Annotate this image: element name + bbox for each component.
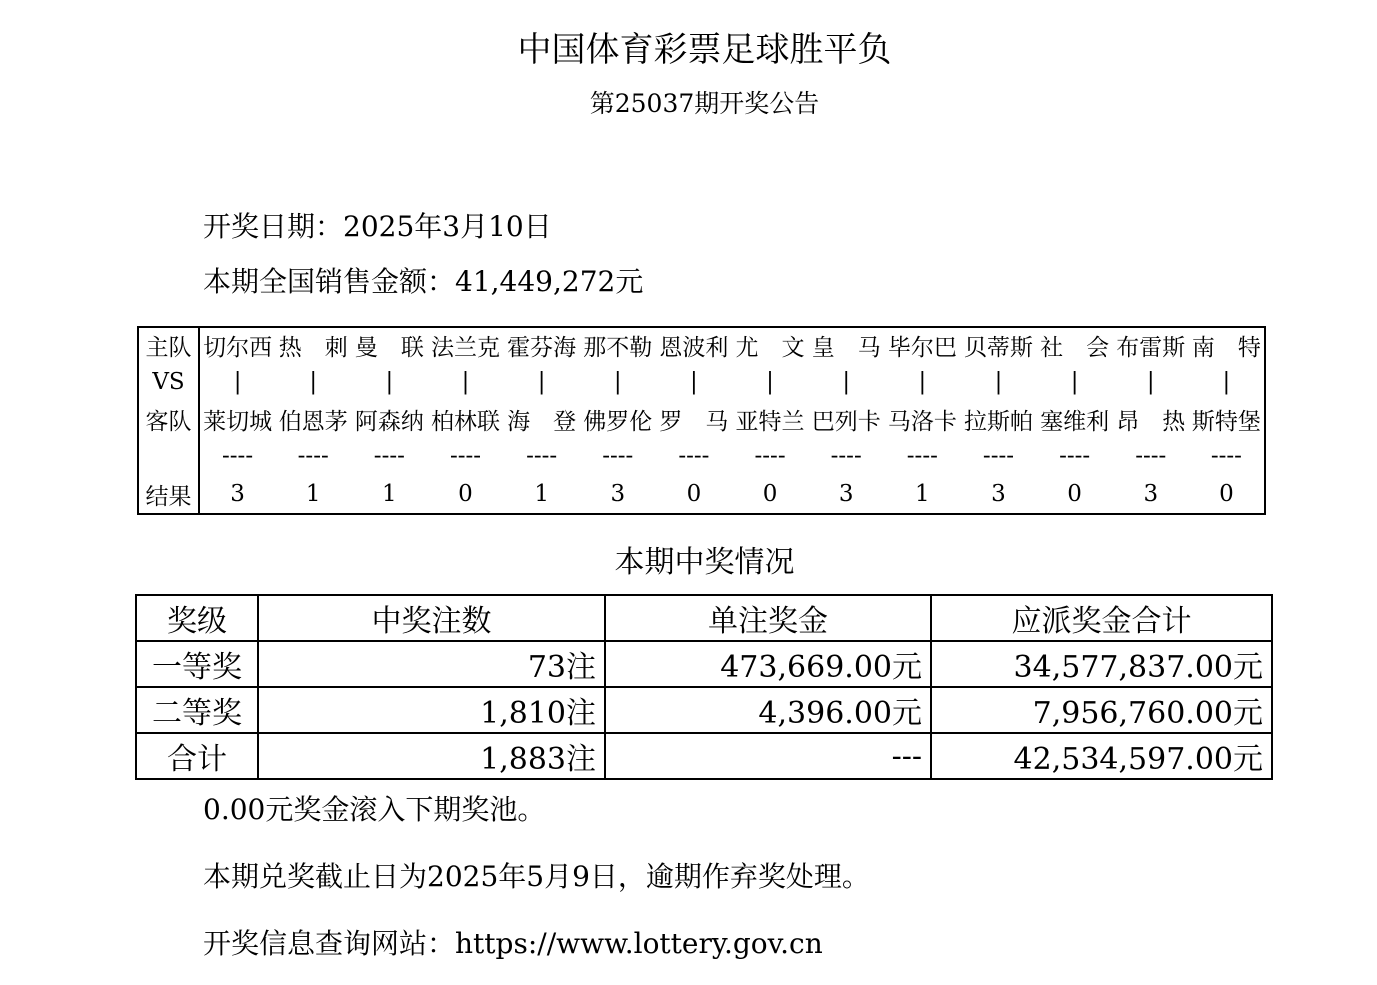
vs-separator: | xyxy=(1146,369,1155,395)
header-level: 奖级 xyxy=(136,595,258,641)
match-result: 0 xyxy=(1219,481,1234,507)
vs-separator: | xyxy=(613,369,622,395)
dash-separator: ---- xyxy=(449,443,482,469)
away-team: 罗 马 xyxy=(659,408,729,435)
away-team: 塞维利 xyxy=(1040,408,1110,435)
page-title: 中国体育彩票足球胜平负 xyxy=(517,30,892,70)
home-team: 毕尔巴 xyxy=(887,335,957,361)
home-team: 法兰克 xyxy=(430,335,500,361)
away-team: 亚特兰 xyxy=(735,408,805,435)
dash-separator: ---- xyxy=(297,443,329,469)
prize-count: 1,810注 xyxy=(258,687,605,733)
dash-row xyxy=(138,437,1265,475)
match-result: 0 xyxy=(458,481,473,507)
home-team: 那不勒 xyxy=(583,335,653,361)
match-result: 0 xyxy=(686,481,702,507)
draw-date: 开奖日期：2025年3月10日 xyxy=(203,210,552,243)
deadline-note: 本期兑奖截止日为2025年5月9日，逾期作弃奖处理。 xyxy=(203,860,870,893)
match-result: 3 xyxy=(838,481,854,507)
prize-unit: 4,396.00元 xyxy=(605,687,931,733)
dash-separator: ---- xyxy=(1059,443,1091,469)
dash-separator: ---- xyxy=(754,443,786,469)
away-team: 马洛卡 xyxy=(887,408,957,435)
dash-separator: ---- xyxy=(602,443,634,469)
prize-unit: 473,669.00元 xyxy=(605,641,931,687)
away-team: 巴列卡 xyxy=(811,408,881,435)
match-result: 3 xyxy=(991,481,1006,507)
dash-separator: ---- xyxy=(678,443,710,469)
dash-separator: ---- xyxy=(830,443,862,469)
dash-separator: ---- xyxy=(1135,443,1167,469)
vs-separator: | xyxy=(690,369,698,395)
prize-count: 73注 xyxy=(258,641,605,687)
home-team: 曼 联 xyxy=(354,335,424,361)
prize-table xyxy=(135,594,1273,780)
match-result: 1 xyxy=(305,481,321,507)
website-note: 开奖信息查询网站：https://www.lottery.gov.cn xyxy=(203,927,823,960)
prize-section-title: 本期中奖情况 xyxy=(614,545,795,580)
away-team: 柏林联 xyxy=(430,408,500,435)
away-team: 阿森纳 xyxy=(354,408,424,435)
match-result: 3 xyxy=(610,481,626,507)
vs-separator: | xyxy=(766,369,774,395)
home-team: 皇 马 xyxy=(811,335,881,361)
match-result: 0 xyxy=(1067,481,1082,507)
page-subtitle: 第25037期开奖公告 xyxy=(589,89,820,118)
away-team: 伯恩茅 xyxy=(278,408,348,435)
header-unit-prize: 单注奖金 xyxy=(605,595,931,641)
away-label: 客队 xyxy=(138,401,199,437)
prize-row-second xyxy=(136,687,1272,733)
dash-separator: ---- xyxy=(526,443,558,469)
match-result: 0 xyxy=(762,481,778,507)
rollover-note: 0.00元奖金滚入下期奖池。 xyxy=(203,793,546,826)
sales-amount: 本期全国销售金额：41,449,272元 xyxy=(203,265,644,298)
home-team: 切尔西 xyxy=(203,335,273,361)
vs-separator: | xyxy=(309,369,318,395)
prize-unit: --- xyxy=(605,733,931,779)
away-team-row xyxy=(138,401,1265,437)
vs-separator: | xyxy=(994,369,1003,395)
dash-separator: ---- xyxy=(906,443,938,469)
match-result: 1 xyxy=(382,481,397,507)
prize-level: 二等奖 xyxy=(136,687,258,733)
prize-level: 合计 xyxy=(136,733,258,779)
dash-separator: ---- xyxy=(982,443,1015,469)
vs-row xyxy=(138,363,1265,401)
away-team: 昂 热 xyxy=(1116,408,1186,435)
prize-total: 7,956,760.00元 xyxy=(931,687,1272,733)
vs-separator: | xyxy=(537,369,546,395)
vs-separator: | xyxy=(842,369,851,395)
home-label: 主队 xyxy=(138,327,199,363)
match-table xyxy=(137,326,1266,515)
vs-separator: | xyxy=(1070,369,1079,395)
vs-separator: | xyxy=(385,369,394,395)
prize-count: 1,883注 xyxy=(258,733,605,779)
dash-separator: ---- xyxy=(1210,443,1242,469)
header-count: 中奖注数 xyxy=(258,595,605,641)
home-team: 社 会 xyxy=(1040,335,1110,361)
match-result: 1 xyxy=(915,481,930,507)
dash-separator: ---- xyxy=(373,443,405,469)
prize-total: 42,534,597.00元 xyxy=(931,733,1272,779)
home-team: 南 特 xyxy=(1191,335,1261,361)
home-team: 恩波利 xyxy=(659,335,729,361)
match-result: 1 xyxy=(534,481,549,507)
prize-total: 34,577,837.00元 xyxy=(931,641,1272,687)
prize-row-first xyxy=(136,641,1272,687)
away-team: 佛罗伦 xyxy=(583,408,653,435)
vs-separator: | xyxy=(461,369,470,395)
header-total: 应派奖金合计 xyxy=(931,595,1272,641)
home-team: 贝蒂斯 xyxy=(963,335,1033,361)
prize-level: 一等奖 xyxy=(136,641,258,687)
away-team: 海 登 xyxy=(507,408,577,435)
dash-separator: ---- xyxy=(222,443,254,469)
prize-row-sum xyxy=(136,733,1272,779)
home-team: 布雷斯 xyxy=(1116,335,1186,361)
home-team-row xyxy=(138,327,1265,363)
result-label: 结果 xyxy=(138,475,199,514)
away-team: 拉斯帕 xyxy=(963,408,1033,435)
prize-header-row xyxy=(136,595,1272,641)
vs-separator: | xyxy=(233,369,242,395)
away-team: 斯特堡 xyxy=(1191,408,1261,435)
home-team: 霍芬海 xyxy=(507,335,577,361)
match-result: 3 xyxy=(1143,481,1159,507)
vs-label: VS xyxy=(138,363,199,401)
match-result: 3 xyxy=(230,481,245,507)
home-team: 热 刺 xyxy=(278,335,348,361)
home-team: 尤 文 xyxy=(735,335,805,361)
away-team: 莱切城 xyxy=(203,408,273,435)
vs-separator: | xyxy=(1222,369,1231,395)
vs-separator: | xyxy=(918,369,927,395)
result-row xyxy=(138,475,1265,514)
